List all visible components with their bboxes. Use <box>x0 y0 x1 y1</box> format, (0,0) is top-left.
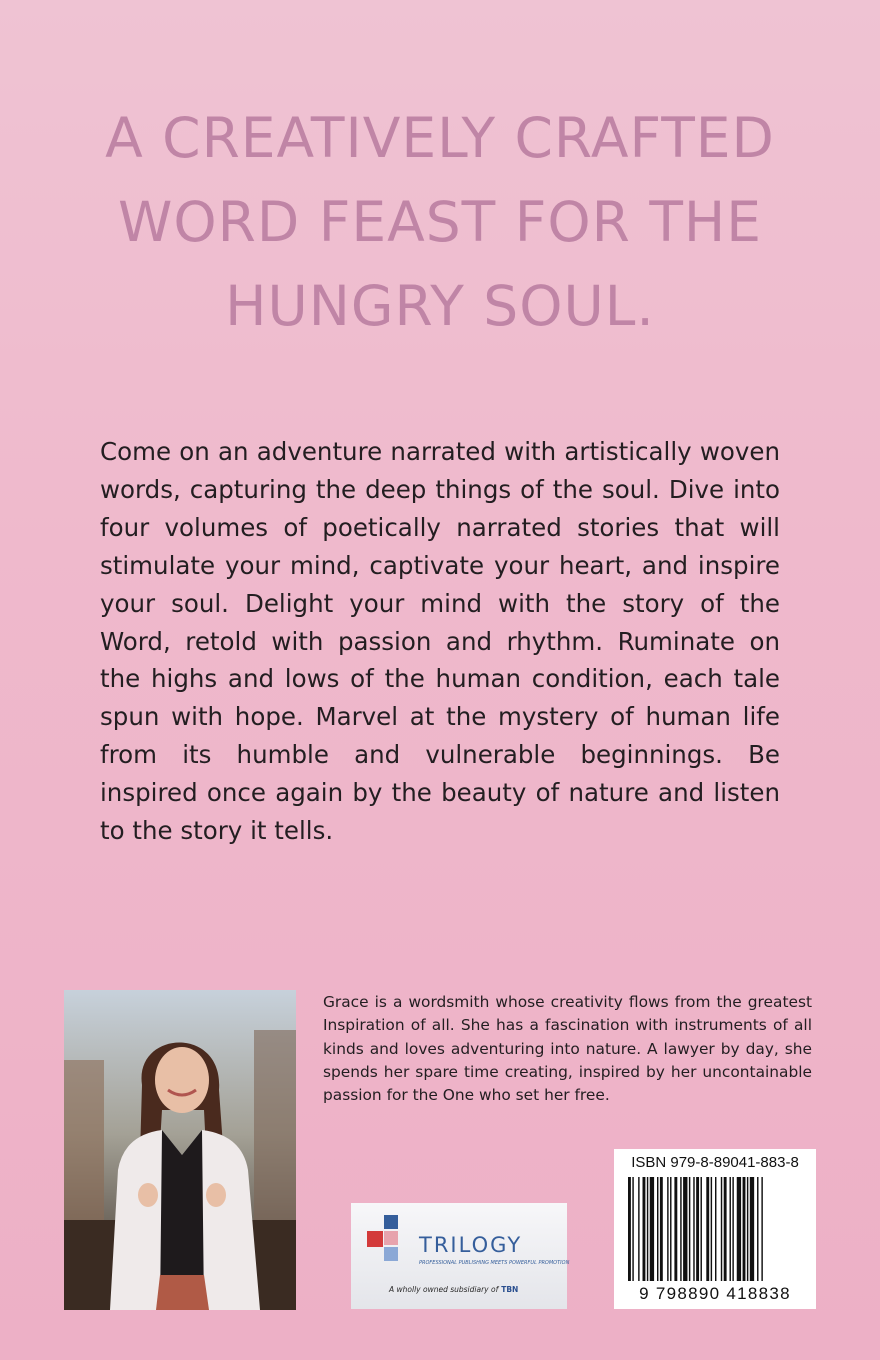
book-blurb: Come on an adventure narrated with artistically woven words, capturing the deep things of the soul. Dive into four volumes of poetically narrated stories that will stimulate your mind, captivate your heart, and inspire your soul. Delight your mind with the story of the Word, retold with passion and rhythm. Ruminate on the highs and lows of the human condition, each tale spun with hope. Marvel at the mystery of human life from its humble and vulnerable beginnings. Be inspired once again by the beauty of nature and listen to the story it tells. <box>100 437 780 846</box>
barcode-bar <box>711 1177 712 1281</box>
subsidiary-text: A wholly owned subsidiary of <box>389 1285 499 1294</box>
barcode-bar <box>667 1177 668 1281</box>
barcode-bar <box>680 1177 681 1281</box>
tagline-line-3: HUNGRY SOUL. <box>225 274 655 338</box>
author-bio: Grace is a wordsmith whose creativity flows from the greatest Inspiration of all. She has a fascination with instruments of all kinds and loves adventuring into nature. A lawyer by day, she spends her spare time creating, inspired by her uncontainable passion for the One who set her free. <box>323 993 812 1105</box>
barcode-bar <box>670 1177 671 1281</box>
publisher-logo <box>351 1203 570 1309</box>
trilogy-logo-icon <box>367 1215 413 1261</box>
barcode-bar <box>689 1177 690 1281</box>
barcode-bar <box>643 1177 646 1281</box>
barcode-bar <box>747 1177 748 1281</box>
tagline-line-2: WORD FEAST FOR THE <box>117 190 763 254</box>
barcode-bar <box>750 1177 754 1281</box>
barcode-digits: 9 798890 418838 <box>639 1284 791 1303</box>
publisher-subsidiary <box>389 1285 518 1294</box>
tagline-line-1: A CREATIVELY CRAFTED <box>105 106 775 170</box>
barcode-bar <box>757 1177 758 1281</box>
barcode-bar <box>706 1177 709 1281</box>
barcode-bar <box>732 1177 733 1281</box>
barcode-bar <box>743 1177 746 1281</box>
barcode-bar <box>657 1177 658 1281</box>
isbn-barcode <box>614 1149 816 1309</box>
barcode-bar <box>674 1177 677 1281</box>
barcode-bar <box>650 1177 654 1281</box>
isbn-label: ISBN 979-8-89041-883-8 <box>631 1154 799 1171</box>
parent-company: TBN <box>501 1285 519 1294</box>
barcode-bar <box>761 1177 762 1281</box>
barcode-bar <box>737 1177 741 1281</box>
barcode-bar <box>701 1177 702 1281</box>
barcode-bar <box>715 1177 716 1281</box>
barcode-bar <box>724 1177 727 1281</box>
barcode-bar <box>683 1177 687 1281</box>
barcode-bar <box>721 1177 722 1281</box>
barcode-bar <box>628 1177 631 1281</box>
publisher-tagline: PROFESSIONAL PUBLISHING MEETS POWERFUL PROMOTION <box>419 1260 570 1266</box>
barcode-bars <box>628 1177 802 1281</box>
barcode-bar <box>632 1177 633 1281</box>
barcode-bar <box>647 1177 648 1281</box>
barcode-bar <box>660 1177 663 1281</box>
author-photo <box>64 990 296 1310</box>
barcode-bar <box>730 1177 731 1281</box>
barcode-bar <box>638 1177 639 1281</box>
barcode-bar <box>696 1177 699 1281</box>
publisher-name: TRILOGY <box>419 1233 523 1257</box>
tagline <box>60 96 820 348</box>
barcode-bar <box>693 1177 694 1281</box>
